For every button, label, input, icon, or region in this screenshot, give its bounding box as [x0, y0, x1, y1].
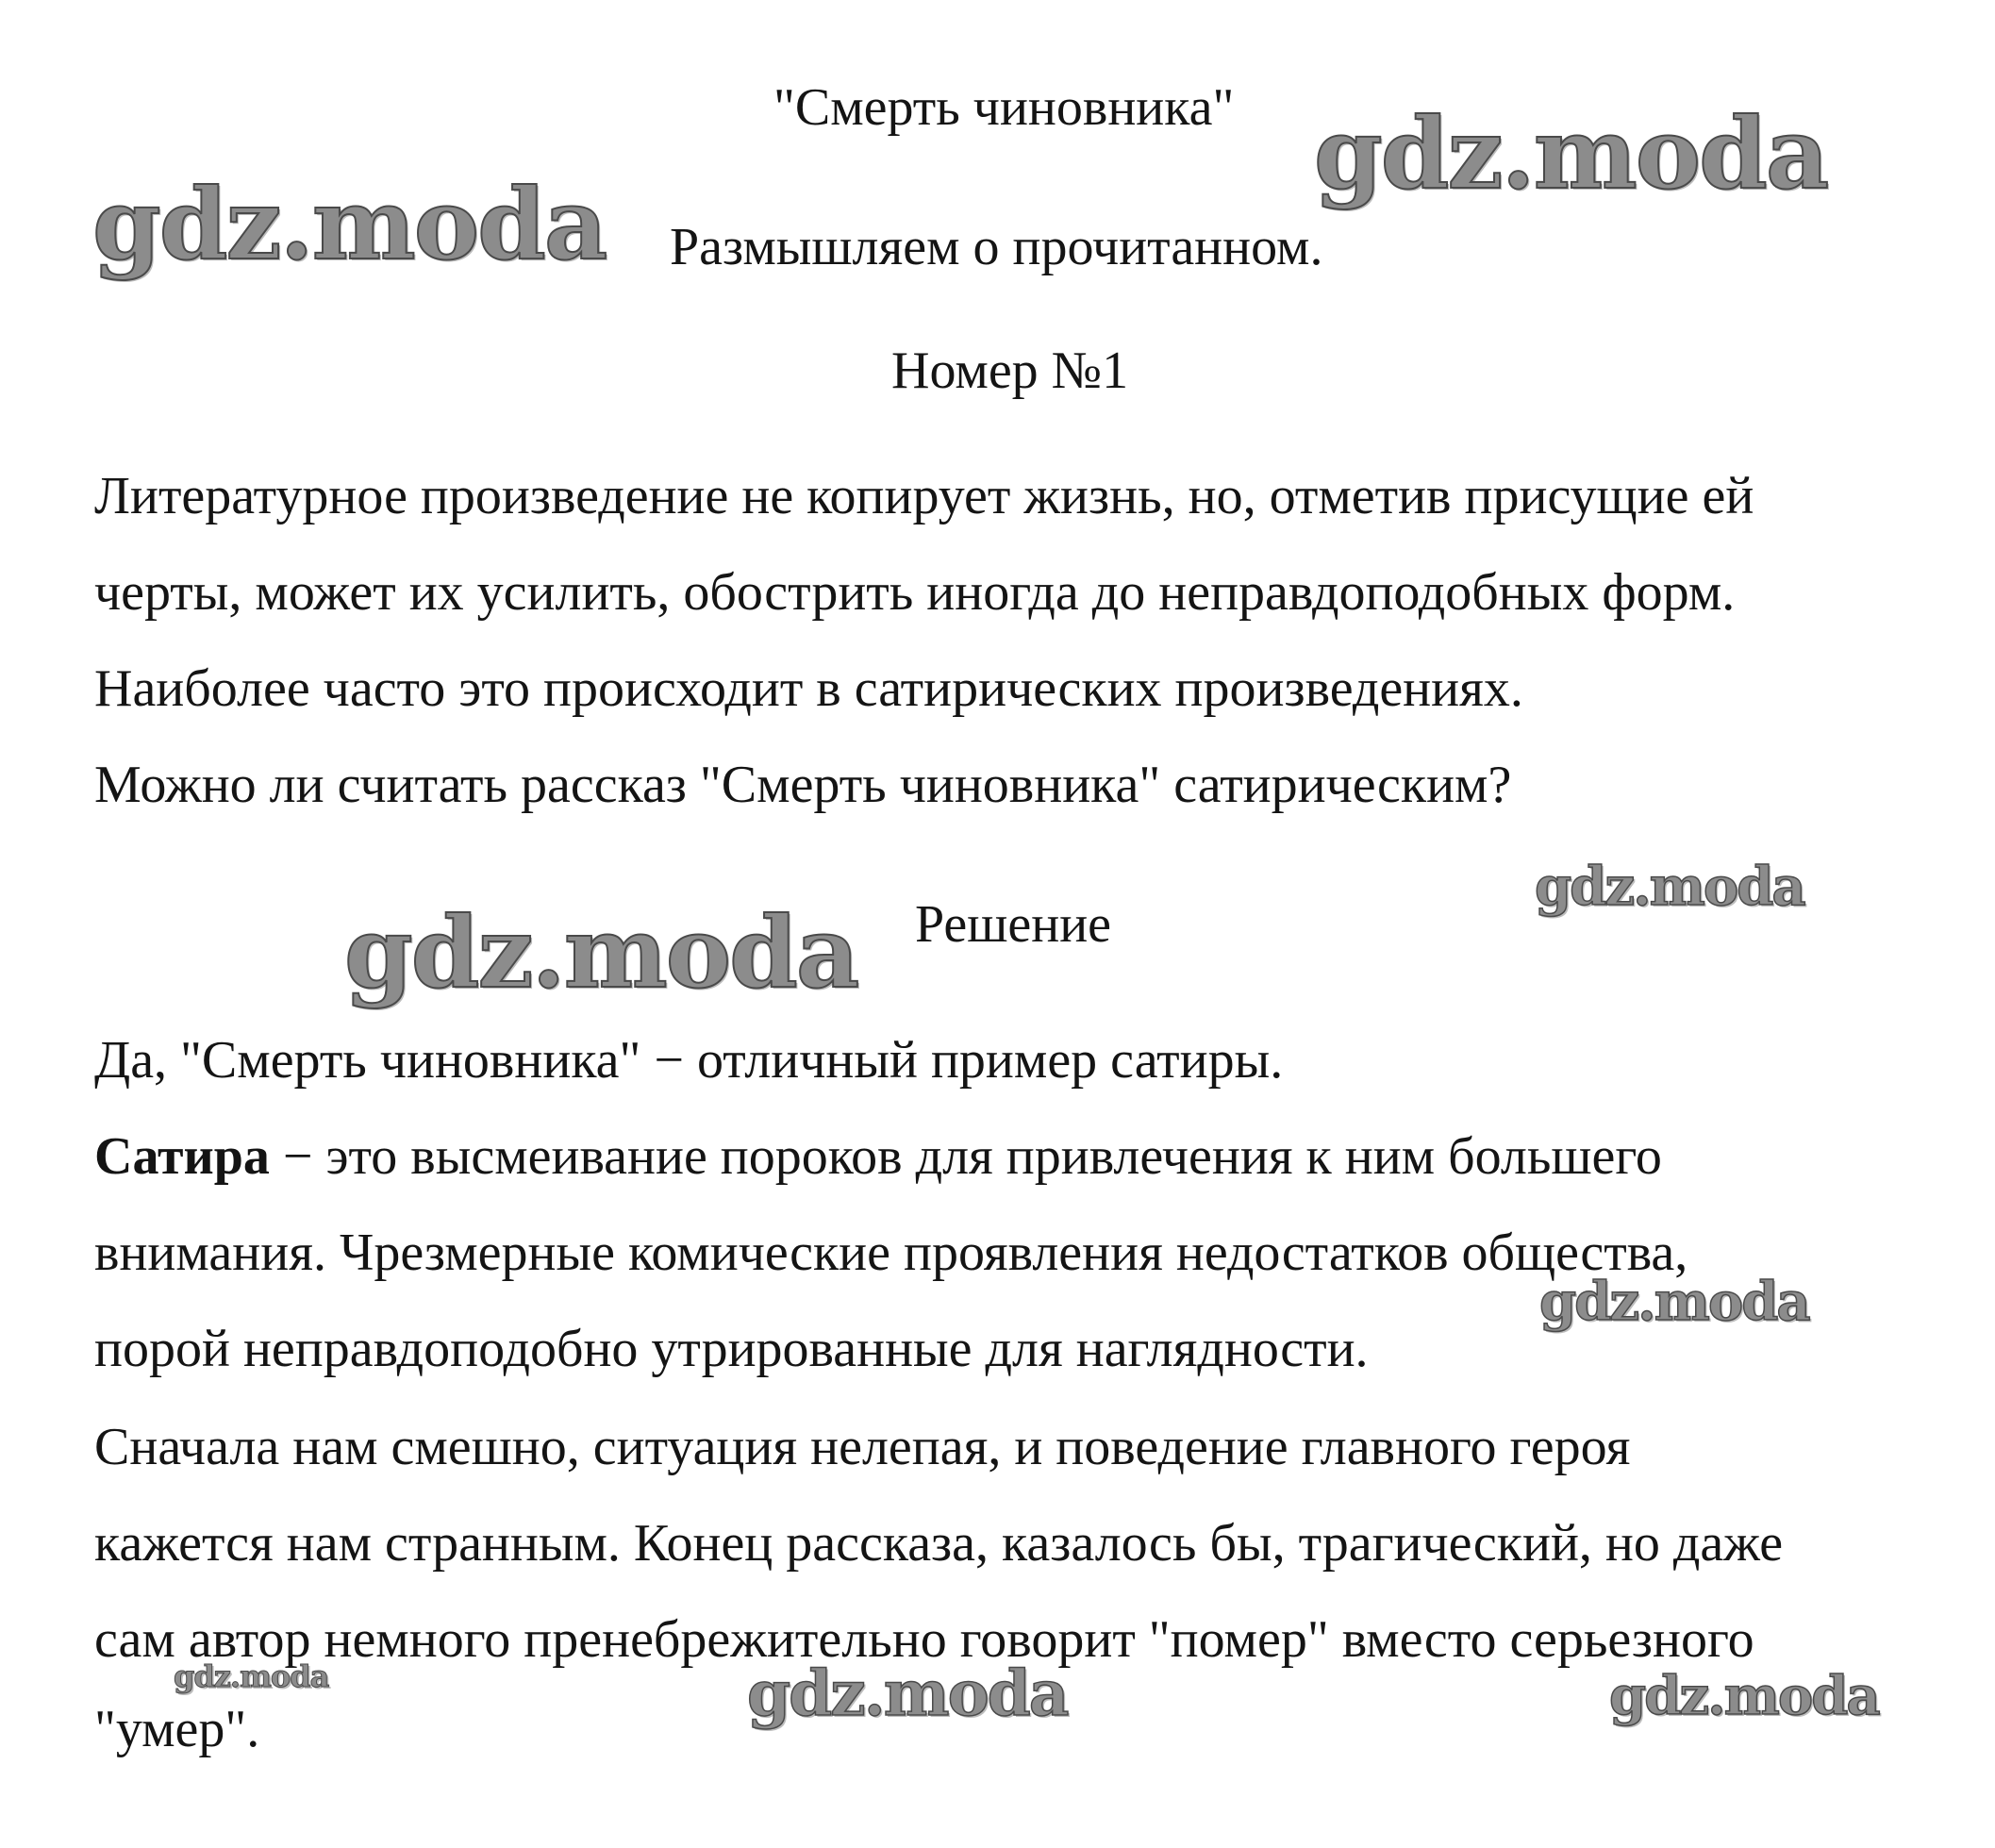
task-number: Номер №1: [891, 341, 1129, 400]
answer-line: порой неправдоподобно утрированные для наглядности.: [94, 1320, 1369, 1378]
watermark: gdz.moda: [92, 166, 607, 282]
answer-line: "умер".: [94, 1700, 260, 1758]
watermark: gdz.moda: [747, 1657, 1068, 1730]
answer-line: Да, "Смерть чиновника" − отличный пример сатиры.: [94, 1031, 1284, 1090]
answer-line: внимания. Чрезмерные комические проявления недостатков общества,: [94, 1224, 1688, 1282]
question-line: черты, может их усилить, обострить иногда до неправдоподобных форм.: [94, 563, 1736, 622]
page-title: "Смерть чиновника": [773, 78, 1235, 137]
question-line: Литературное произведение не копирует жизнь, но, отметив присущие ей: [94, 467, 1754, 525]
answer-text: − это высмеивание пороков для привлечения к ним большего: [269, 1127, 1662, 1186]
watermark: gdz.moda: [1539, 1271, 1809, 1333]
question-line: Наиболее часто это происходит в сатирических произведениях.: [94, 659, 1523, 718]
watermark: gdz.moda: [174, 1658, 329, 1694]
solution-heading: Решение: [915, 895, 1112, 954]
question-line: Можно ли считать рассказ "Смерть чиновника" сатирическим?: [94, 756, 1512, 814]
answer-line: сам автор немного пренебрежительно говорит "помер" вместо серьезного: [94, 1610, 1754, 1669]
watermark: gdz.moda: [1609, 1665, 1879, 1727]
section-heading: Размышляем о прочитанном.: [670, 218, 1323, 276]
watermark: gdz.moda: [1314, 95, 1828, 211]
answer-line: Сначала нам смешно, ситуация нелепая, и поведение главного героя: [94, 1418, 1631, 1476]
term-satire: Сатира: [94, 1127, 270, 1186]
watermark: gdz.moda: [344, 894, 858, 1010]
watermark: gdz.moda: [1535, 856, 1804, 918]
answer-line: кажется нам странным. Конец рассказа, казалось бы, трагический, но даже: [94, 1514, 1784, 1573]
answer-line: [94, 1127, 1662, 1186]
